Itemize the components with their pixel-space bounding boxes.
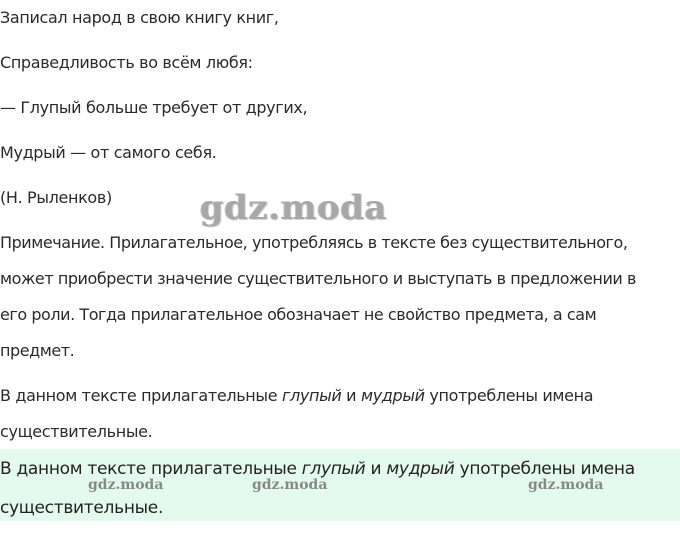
answer-conj: и [365, 459, 387, 479]
watermark-small-1: gdz.moda [88, 477, 164, 493]
statement-line-1 [0, 385, 593, 407]
answer-prefix: В данном тексте прилагательные [0, 459, 302, 479]
poem-author: (Н. Рыленков) [0, 188, 112, 207]
answer-line-1 [0, 458, 635, 480]
watermark-logo: gdz.moda [200, 188, 388, 228]
note-line-3: его роли. Тогда прилагательное обозначает не свойство предмета, а сам [0, 305, 597, 324]
answer-line-2: существительные. [0, 498, 164, 518]
statement-line-2: существительные. [0, 422, 153, 441]
answer-suffix: употреблены имена [454, 459, 635, 479]
answer-word-mudry: мудрый [386, 459, 455, 479]
statement-conj: и [341, 386, 361, 405]
statement-word-glupy: глупый [281, 386, 342, 405]
statement-prefix: В данном тексте прилагательные [0, 386, 282, 405]
poem-line-2: Справедливость во всём любя: [0, 53, 253, 72]
note-line-1: Примечание. Прилагательное, употребляясь в тексте без существительного, [0, 233, 628, 252]
statement-word-mudry: мудрый [360, 386, 425, 405]
poem-line-4: Мудрый — от самого себя. [0, 143, 217, 162]
answer-word-glupy: глупый [301, 459, 366, 479]
watermark-small-3: gdz.moda [528, 477, 604, 493]
note-line-2: может приобрести значение существительного и выступать в предложении в [0, 269, 636, 288]
poem-line-1: Записал народ в свою книгу книг, [0, 8, 279, 27]
poem-line-3: — Глупый больше требует от других, [0, 98, 308, 117]
watermark-small-2: gdz.moda [252, 477, 328, 493]
statement-suffix: употреблены имена [424, 386, 594, 405]
note-line-4: предмет. [0, 341, 75, 360]
